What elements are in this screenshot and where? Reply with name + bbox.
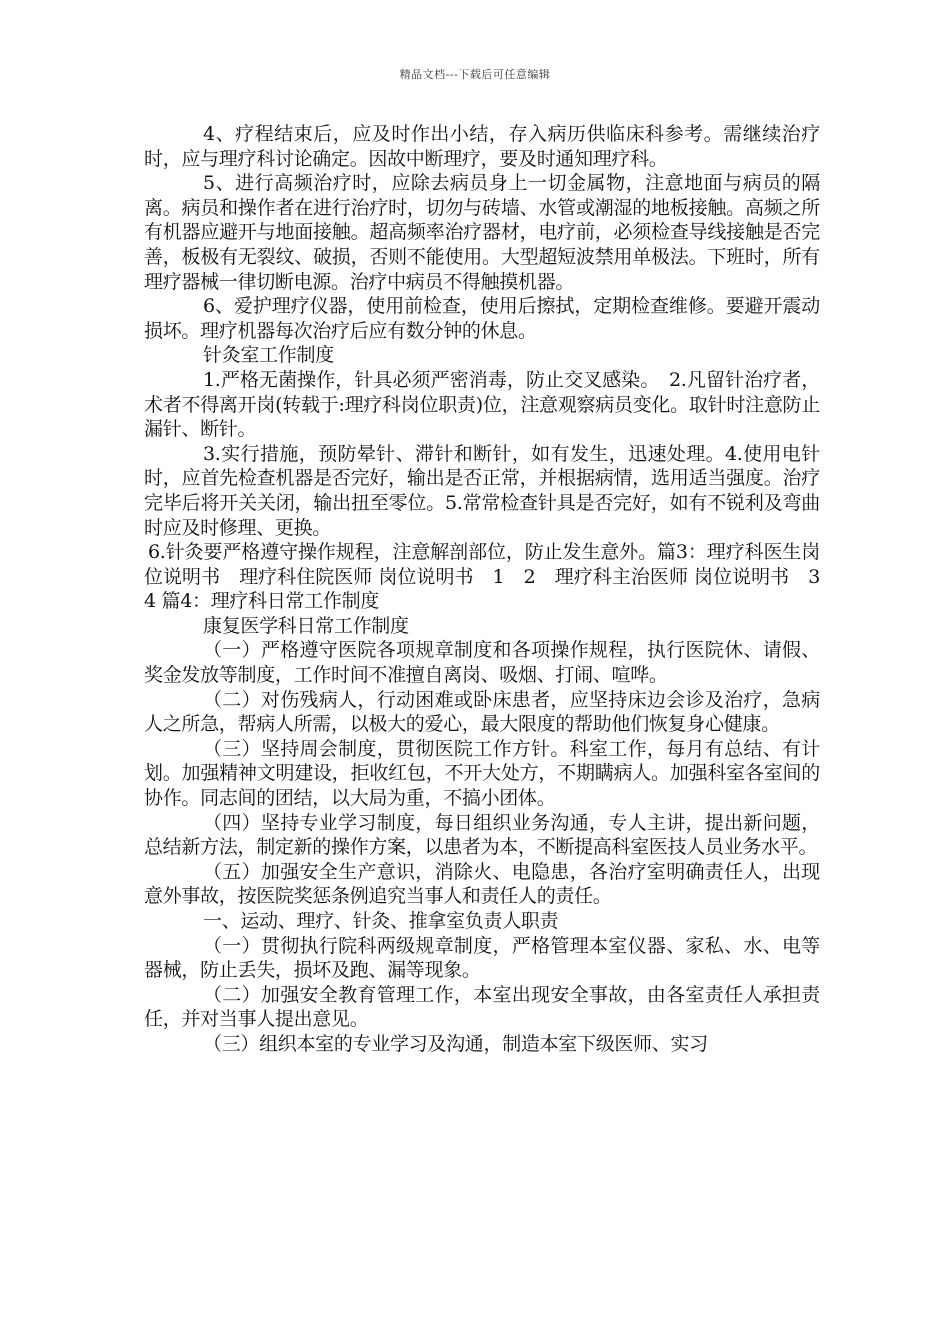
- paragraph: （三）坚持周会制度，贯彻医院工作方针。科室工作，每月有总结、有计划。加强精神文明建设，拒收红包，不开大处方，不期瞒病人。加强科室各室间的协作。同志间的团结，以大局为重，不搞小团体。: [144, 737, 820, 810]
- paragraph: （一）贯彻执行院科两级规章制度，严格管理本室仪器、家私、水、电等器械，防止丢失，损坏及跑、漏等现象。: [144, 934, 820, 982]
- document-body: [144, 122, 839, 1057]
- paragraph: （一）严格遵守医院各项规章制度和各项操作规程，执行医院休、请假、奖金发放等制度，工作时间不准擅自离岗、吸烟、打闹、喧哗。: [144, 639, 820, 687]
- section-heading: 康复医学科日常工作制度: [203, 614, 409, 637]
- paragraph: （四）坚持专业学习制度，每日组织业务沟通，专人主讲，提出新问题，总结新方法，制定新的操作方案，以患者为本，不断提高科室医技人员业务水平。: [144, 811, 820, 859]
- paragraph: 4、疗程结束后，应及时作出小结，存入病历供临床科参考。需继续治疗时，应与理疗科讨论确定。因故中断理疗，要及时通知理疗科。: [144, 123, 820, 170]
- page-header: 精品文档---下载后可任意编辑: [399, 68, 551, 81]
- paragraph: （三）组织本室的专业学习及沟通，制造本室下级医师、实习: [203, 1032, 708, 1055]
- paragraph: （五）加强安全生产意识，消除火、电隐患，各治疗室明确责任人，出现意外事故，按医院奖惩条例追究当事人和责任人的责任。: [144, 860, 820, 908]
- paragraph: （二）对伤残病人，行动困难或卧床患者，应坚持床边会诊及治疗，急病人之所急，帮病人所需，以极大的爱心，最大限度的帮助他们恢复身心健康。: [144, 688, 820, 736]
- paragraph: 3.实行措施，预防晕针、滞针和断针，如有发生，迅速处理。4.使用电针时，应首先检查机器是否完好，输出是否正常，并根据病情，选用适当强度。治疗完毕后将开关关闭，输出扭至零位。5.常常检查针具是否完好，如有不锐利及弯曲时应及时修理、更换。: [144, 442, 820, 539]
- paragraph: 6.针灸要严格遵守操作规程，注意解剖部位，防止发生意外。篇3：理疗科医生岗位说明书 理疗科住院医师 岗位说明书 1 2 理疗科主治医师 岗位说明书 3 4 篇4：理疗科日常工作制度: [144, 541, 839, 613]
- paragraph: （二）加强安全教育管理工作，本室出现安全事故，由各室责任人承担责任，并对当事人提出意见。: [144, 983, 820, 1031]
- paragraph: 1.严格无菌操作，针具必须严密消毒，防止交叉感染。 2.凡留针治疗者，术者不得离开岗(转载于:理疗科岗位职责)位，注意观察病员变化。取针时注意防止漏针、断针。: [144, 368, 820, 441]
- paragraph: 6、爱护理疗仪器，使用前检查，使用后擦拭，定期检查维修。要避开震动损坏。理疗机器每次治疗后应有数分钟的休息。: [144, 295, 820, 342]
- section-heading: 一、运动、理疗、针灸、推拿室负责人职责: [203, 910, 559, 932]
- paragraph: 5、进行高频治疗时，应除去病员身上一切金属物，注意地面与病员的隔离。病员和操作者在进行治疗时，切勿与砖墙、水管或潮湿的地板接触。高频之所有机器应避开与地面接触。超高频率治疗器材，电疗前，必须检查导线接触是否完善，板极有无裂纹、破损，否则不能使用。大型超短波禁用单极法。下班时，所有理疗器械一律切断电源。治疗中病员不得触摸机器。: [144, 172, 820, 293]
- section-heading: 针灸室工作制度: [203, 344, 334, 367]
